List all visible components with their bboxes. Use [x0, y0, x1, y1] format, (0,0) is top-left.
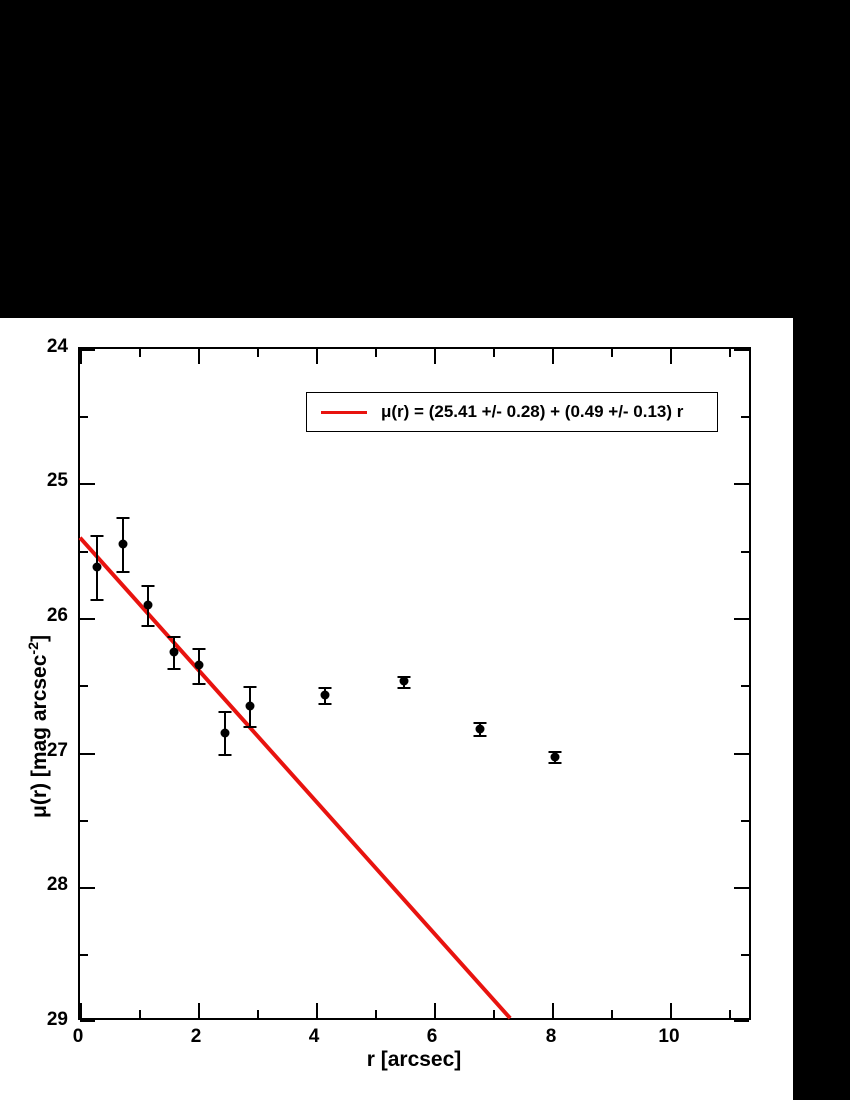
- error-bar-cap: [90, 599, 103, 601]
- error-bar-cap: [218, 754, 231, 756]
- x-tick-label: 2: [190, 1026, 202, 1047]
- y-tick-label: 24: [46, 336, 68, 357]
- error-bar-cap: [549, 762, 562, 764]
- error-bar-cap: [218, 711, 231, 713]
- legend-label: μ(r) = (25.41 +/- 0.28) + (0.49 +/- 0.13) r: [381, 402, 684, 421]
- data-point: [143, 600, 152, 609]
- error-bar-cap: [168, 668, 181, 670]
- y-major-tick: [80, 1020, 95, 1022]
- x-tick-label: 8: [545, 1026, 557, 1047]
- y-tick-label: 27: [46, 740, 68, 761]
- error-bar-cap: [193, 648, 206, 650]
- data-points-layer: [80, 349, 749, 1018]
- y-tick-label: 26: [46, 605, 68, 626]
- y-tick-label: 25: [46, 470, 68, 491]
- y-tick-label: 28: [46, 874, 68, 895]
- x-tick-label: 4: [308, 1026, 320, 1047]
- data-point: [220, 728, 229, 737]
- y-major-tick-right: [734, 1020, 749, 1022]
- legend-line-swatch: [321, 411, 367, 414]
- error-bar-cap: [90, 535, 103, 537]
- error-bar-cap: [116, 571, 129, 573]
- data-point: [551, 752, 560, 761]
- error-bar-cap: [397, 687, 410, 689]
- data-point: [195, 661, 204, 670]
- error-bar-cap: [244, 726, 257, 728]
- data-point: [246, 701, 255, 710]
- error-bar-cap: [168, 636, 181, 638]
- x-tick-label: 10: [658, 1026, 680, 1047]
- error-bar-cap: [141, 585, 154, 587]
- data-point: [476, 724, 485, 733]
- y-axis-label-exponent: -2: [26, 641, 42, 655]
- error-bar-cap: [318, 703, 331, 705]
- plot-area: [78, 347, 751, 1020]
- error-bar-cap: [116, 517, 129, 519]
- error-bar-cap: [318, 687, 331, 689]
- y-tick-label: 29: [46, 1009, 68, 1030]
- error-bar-cap: [141, 625, 154, 627]
- error-bar-cap: [474, 735, 487, 737]
- data-point: [118, 540, 127, 549]
- legend: [306, 392, 718, 432]
- error-bar-cap: [193, 683, 206, 685]
- error-bar-cap: [244, 686, 257, 688]
- y-axis-label-suffix: ]: [28, 634, 51, 642]
- x-tick-label: 0: [72, 1026, 84, 1047]
- x-axis-label: r [arcsec]: [366, 1048, 462, 1071]
- y-axis-label-prefix: μ(r) [mag arcsec: [28, 654, 51, 818]
- x-tick-label: 6: [426, 1026, 438, 1047]
- data-point: [92, 563, 101, 572]
- figure-canvas: [0, 318, 793, 1100]
- y-axis-label: [26, 635, 52, 818]
- data-point: [170, 647, 179, 656]
- data-point: [320, 690, 329, 699]
- data-point: [399, 677, 408, 686]
